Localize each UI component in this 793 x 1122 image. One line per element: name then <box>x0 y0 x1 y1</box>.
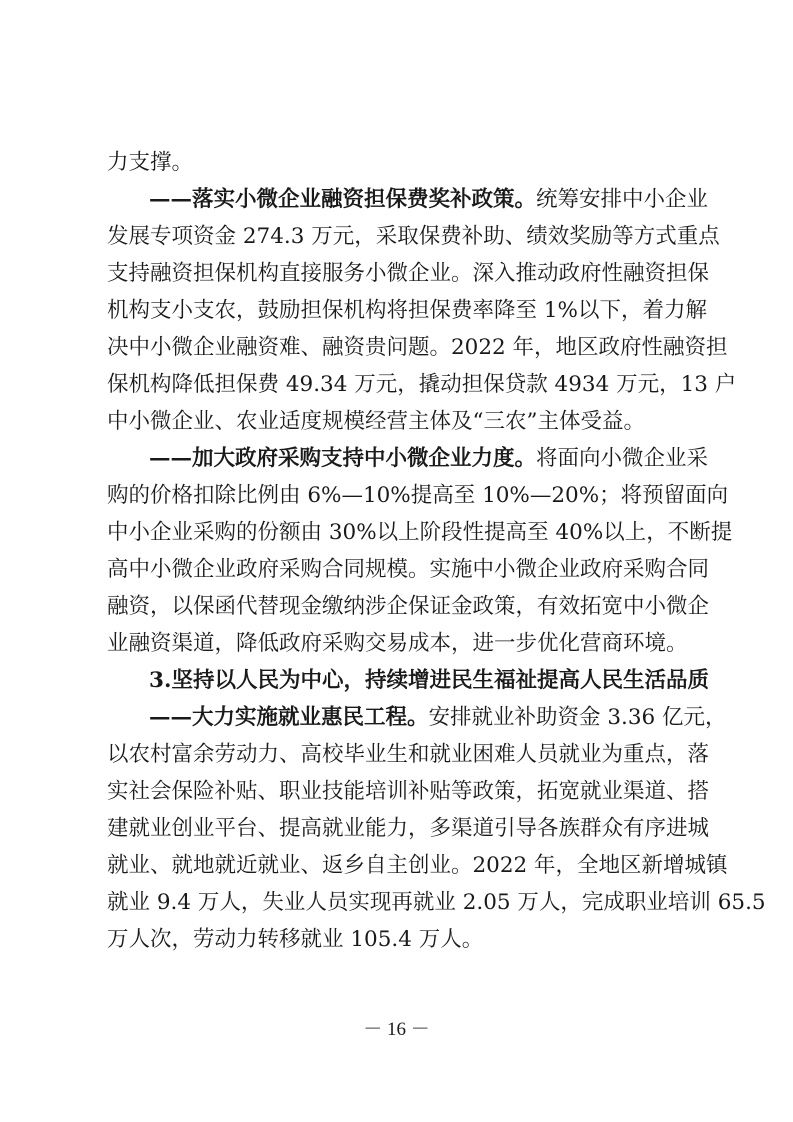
line-text: 支持融资担保机构直接服务小微企业。深入推动政府性融资担保 <box>107 261 710 286</box>
line-text: 高中小微企业政府采购合同规模。实施中小微企业政府采购合同 <box>107 557 710 582</box>
heading-text: 3.坚持以人民为中心，持续增进民生福祉提高人民生活品质 <box>149 668 709 693</box>
line-text: 中小微企业、农业适度规模经营主体及“三农”主体受益。 <box>107 409 645 434</box>
text-line-22 <box>107 921 697 958</box>
line-text: 建就业创业平台、提高就业能力，多渠道引导各族群众有序进城 <box>107 816 710 841</box>
line-text: 万人次，劳动力转移就业 105.4 万人。 <box>107 927 484 952</box>
text-line-7 <box>107 366 737 403</box>
section-heading-procurement <box>107 440 709 477</box>
text-line-4 <box>107 255 710 292</box>
text-line-20 <box>107 847 728 884</box>
page-number: － 16 － <box>363 1019 430 1040</box>
line-text: 力支撑。 <box>107 150 194 175</box>
line-bold: ——加大政府采购支持中小微企业力度。 <box>149 446 537 471</box>
line-text: 安排就业补助资金 3.36 亿元， <box>428 705 727 730</box>
section-heading-employment <box>107 699 727 736</box>
line-text: 实社会保险补贴、职业技能培训补贴等政策，拓宽就业渠道、搭 <box>107 779 710 804</box>
section-heading-guarantee <box>107 181 709 218</box>
text-line-5 <box>107 292 707 329</box>
text-line-14 <box>107 625 697 662</box>
line-text: 中小企业采购的份额由 30%以上阶段性提高至 40%以上，不断提 <box>107 520 733 545</box>
text-line-18 <box>107 773 710 810</box>
line-text: 保机构降低担保费 49.34 万元，撬动担保贷款 4934 万元，13 户 <box>107 372 737 397</box>
text-line-21 <box>107 884 766 921</box>
line-text: 就业 9.4 万人，失业人员实现再就业 2.05 万人，完成职业培训 65.5 <box>107 890 766 915</box>
line-text: 融资，以保函代替现金缴纳涉企保证金政策，有效拓宽中小微企 <box>107 594 710 619</box>
text-line-10 <box>107 477 729 514</box>
line-text: 决中小微企业融资难、融资贵问题。2022 年，地区政府性融资担 <box>107 335 728 360</box>
document-body <box>107 144 766 958</box>
text-line-17 <box>107 736 710 773</box>
text-line-13 <box>107 588 710 625</box>
text-line-6 <box>107 329 728 366</box>
line-text: 统筹安排中小企业 <box>536 187 709 212</box>
line-text: 发展专项资金 274.3 万元，采取保费补助、绩效奖励等方式重点 <box>107 224 720 249</box>
text-line-11 <box>107 514 733 551</box>
line-text: 将面向小微企业采 <box>536 446 709 471</box>
text-line-12 <box>107 551 710 588</box>
line-bold: ——落实小微企业融资担保费奖补政策。 <box>149 187 537 212</box>
line-text: 机构支小支农，鼓励担保机构将担保费率降至 1%以下，着力解 <box>107 298 707 323</box>
line-bold: ——大力实施就业惠民工程。 <box>149 705 429 730</box>
section-heading-livelihood <box>107 662 709 699</box>
line-text: 业融资渠道，降低政府采购交易成本，进一步优化营商环境。 <box>107 631 688 656</box>
line-text: 以农村富余劳动力、高校毕业生和就业困难人员就业为重点，落 <box>107 742 710 767</box>
text-line-1 <box>107 144 697 181</box>
line-text: 就业、就地就近就业、返乡自主创业。2022 年，全地区新增城镇 <box>107 853 728 878</box>
text-line-8 <box>107 403 697 440</box>
text-line-3 <box>107 218 720 255</box>
line-text: 购的价格扣除比例由 6%—10%提高至 10%—20%；将预留面向 <box>107 483 729 508</box>
text-line-19 <box>107 810 710 847</box>
